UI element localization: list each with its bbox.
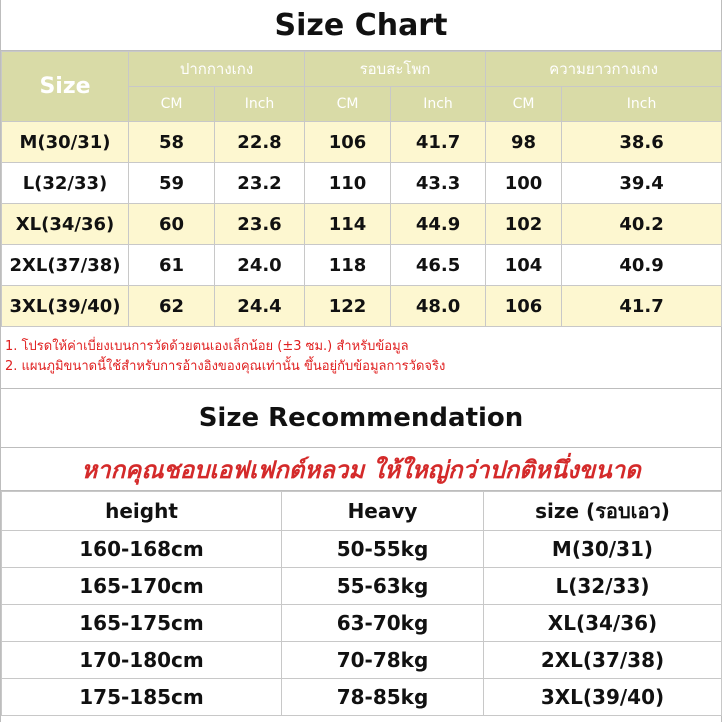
value-cell: 102 bbox=[486, 204, 562, 245]
table-row bbox=[2, 163, 722, 204]
unit-header: Inch bbox=[391, 87, 486, 122]
size-header: Size bbox=[2, 52, 129, 122]
column-header-height: height bbox=[2, 492, 282, 531]
value-cell: 23.2 bbox=[215, 163, 305, 204]
size-cell: M(30/31) bbox=[2, 122, 129, 163]
unit-header: Inch bbox=[562, 87, 722, 122]
value-cell: 23.6 bbox=[215, 204, 305, 245]
chart-title: Size Chart bbox=[1, 0, 721, 51]
value-cell: 61 bbox=[129, 245, 215, 286]
value-cell: 40.2 bbox=[562, 204, 722, 245]
recommendation-table bbox=[1, 491, 722, 716]
value-cell: 24.4 bbox=[215, 286, 305, 327]
weight-cell: 63-70kg bbox=[282, 605, 484, 642]
weight-cell: 78-85kg bbox=[282, 679, 484, 716]
group-header-hip: รอบสะโพก bbox=[305, 52, 486, 87]
group-header-waist: ปากกางเกง bbox=[129, 52, 305, 87]
value-cell: 58 bbox=[129, 122, 215, 163]
height-cell: 175-185cm bbox=[2, 679, 282, 716]
recommendation-title: Size Recommendation bbox=[1, 389, 721, 448]
size-cell: 3XL(39/40) bbox=[484, 679, 722, 716]
value-cell: 106 bbox=[305, 122, 391, 163]
unit-header: Inch bbox=[215, 87, 305, 122]
value-cell: 48.0 bbox=[391, 286, 486, 327]
size-cell: M(30/31) bbox=[484, 531, 722, 568]
value-cell: 43.3 bbox=[391, 163, 486, 204]
value-cell: 38.6 bbox=[562, 122, 722, 163]
table-row bbox=[2, 568, 722, 605]
size-cell: XL(34/36) bbox=[484, 605, 722, 642]
value-cell: 122 bbox=[305, 286, 391, 327]
table-row bbox=[2, 122, 722, 163]
size-cell: 2XL(37/38) bbox=[484, 642, 722, 679]
value-cell: 22.8 bbox=[215, 122, 305, 163]
group-header-length: ความยาวกางเกง bbox=[486, 52, 722, 87]
table-row bbox=[2, 531, 722, 568]
value-cell: 62 bbox=[129, 286, 215, 327]
value-cell: 41.7 bbox=[391, 122, 486, 163]
size-cell: L(32/33) bbox=[2, 163, 129, 204]
size-cell: 2XL(37/38) bbox=[2, 245, 129, 286]
size-chart-table bbox=[1, 51, 722, 327]
value-cell: 98 bbox=[486, 122, 562, 163]
table-row bbox=[2, 204, 722, 245]
size-cell: 3XL(39/40) bbox=[2, 286, 129, 327]
value-cell: 40.9 bbox=[562, 245, 722, 286]
value-cell: 46.5 bbox=[391, 245, 486, 286]
note-line: 2. แผนภูมิขนาดนี้ใช้สำหรับการอ้างอิงของคุณเท่านั้น ขึ้นอยู่กับข้อมูลการวัดจริง bbox=[5, 359, 446, 374]
value-cell: 106 bbox=[486, 286, 562, 327]
note-line: 1. โปรดให้ค่าเบี่ยงเบนการวัดด้วยตนเองเล็กน้อย (±3 ซม.) สำหรับข้อมูล bbox=[5, 339, 409, 354]
value-cell: 100 bbox=[486, 163, 562, 204]
table-row bbox=[2, 245, 722, 286]
size-cell: XL(34/36) bbox=[2, 204, 129, 245]
table-header-row bbox=[2, 492, 722, 531]
table-row bbox=[2, 642, 722, 679]
value-cell: 44.9 bbox=[391, 204, 486, 245]
measurement-notes bbox=[1, 327, 721, 389]
column-header-size: size (รอบเอว) bbox=[484, 492, 722, 531]
height-cell: 165-175cm bbox=[2, 605, 282, 642]
value-cell: 41.7 bbox=[562, 286, 722, 327]
value-cell: 118 bbox=[305, 245, 391, 286]
table-row bbox=[2, 605, 722, 642]
value-cell: 60 bbox=[129, 204, 215, 245]
value-cell: 110 bbox=[305, 163, 391, 204]
value-cell: 104 bbox=[486, 245, 562, 286]
value-cell: 114 bbox=[305, 204, 391, 245]
value-cell: 24.0 bbox=[215, 245, 305, 286]
unit-header: CM bbox=[305, 87, 391, 122]
table-row bbox=[2, 286, 722, 327]
unit-header: CM bbox=[486, 87, 562, 122]
loose-fit-warning: หากคุณชอบเอฟเฟกต์หลวม ให้ใหญ่กว่าปกติหนึ่งขนาด bbox=[1, 448, 721, 491]
height-cell: 165-170cm bbox=[2, 568, 282, 605]
height-cell: 160-168cm bbox=[2, 531, 282, 568]
value-cell: 59 bbox=[129, 163, 215, 204]
unit-header: CM bbox=[129, 87, 215, 122]
table-row bbox=[2, 679, 722, 716]
size-cell: L(32/33) bbox=[484, 568, 722, 605]
weight-cell: 70-78kg bbox=[282, 642, 484, 679]
weight-cell: 50-55kg bbox=[282, 531, 484, 568]
weight-cell: 55-63kg bbox=[282, 568, 484, 605]
height-cell: 170-180cm bbox=[2, 642, 282, 679]
value-cell: 39.4 bbox=[562, 163, 722, 204]
column-header-weight: Heavy bbox=[282, 492, 484, 531]
